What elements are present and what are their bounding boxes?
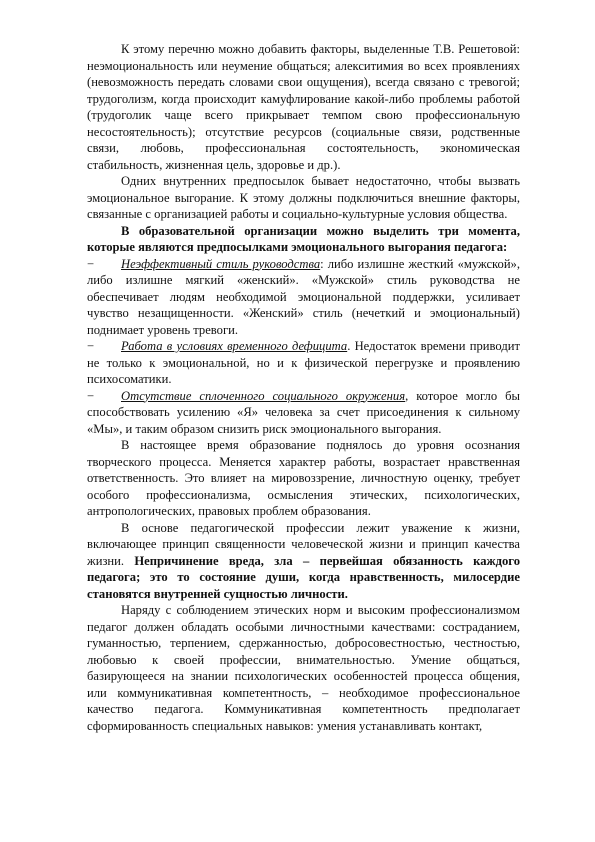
paragraph-respect-for-life	[87, 520, 520, 603]
paragraph-internal-premises: Одних внутренних предпосылок бывает недостаточно, чтобы вызвать эмоциональное выгорание. К этому должны подключиться внешние факторы, связанные с организацией работы и социально-культурные условия общества.	[87, 174, 520, 221]
list-item-title: Неэффективный стиль руководства	[121, 256, 321, 271]
list-dash: −	[87, 339, 95, 353]
list-dash: −	[87, 256, 95, 271]
paragraph-factors: К этому перечню можно добавить факторы, выделенные Т.В. Решетовой: неэмоциональность или неумение общаться; алекситимия во всех проявлениях (невозможность передать словами свои ощущения), всегда связано с тревогой; трудоголизм, когда происходит камуфлирование какой-либо проблемы работой (трудоголик чаще всего прикрывает темпом свою профессиональную несостоятельность); отсутствие ресурсов (социальные связи, родственные связи, любовь, профессиональная состоятельность, экономическая стабильность, жизненная цель, здоровье и др.).	[87, 42, 520, 172]
paragraph-three-moments: В образовательной организации можно выделить три момента, которые являются предпосылками эмоционального выгорания педагога:	[87, 223, 520, 254]
no-harm-text: Непричинение вреда, зла – первейшая обязанность каждого педагога; это то состояние души, когда нравственность, милосердие становятся внутренней сущностью личности.	[87, 553, 520, 601]
paragraph-personal-qualities: Наряду с соблюдением этических норм и высоким профессионализмом педагог должен обладать особыми личностными качествами: состраданием, гуманностью, терпением, сдержанностью, добросовестностью, честностью, любовью к своей профессии, внимательностью. Умение общаться, базирующееся на знании психологических особенностей процесса общения, или коммуникативная компетентность, – необходимое профессиональное качество педагога. Коммуникативная компетентность предполагает сформированность специальных навыков: умения устанавливать контакт,	[87, 603, 520, 733]
document-page	[87, 41, 520, 734]
list-item-title: Отсутствие сплоченного социального окружения	[121, 388, 406, 403]
paragraph-education-level: В настоящее время образование поднялось до уровня осознания творческого процесса. Меняется характер работы, возрастает нравственная ответственность. Это влияет на мировоззрение, личностную оценку, требует особого профессионализма, осмысления этических, психологических, антропологических, правовых проблем образования.	[87, 438, 520, 518]
list-item-social-environment	[87, 388, 520, 438]
list-item-time-deficit	[87, 338, 520, 388]
list-item-text: . Недостаток времени приводит не только к эмоциональной, но и к физической перегрузке и проявлению психосоматики.	[87, 339, 520, 386]
list-dash: −	[87, 388, 95, 403]
list-item-leadership	[87, 256, 520, 339]
respect-text: В основе педагогической профессии лежит уважение к жизни, включающее принцип священности человеческой жизни и принцип качества жизни.	[87, 520, 520, 568]
list-item-text: : либо излишне жесткий «мужской», либо излишне мягкий «женский». «Мужской» стиль руководства не обеспечивает людям необходимой эмоциональной поддержки, усиливает чувство незащищенности. «Женский» стиль (нечеткий и эмоциональный) поднимает уровень тревоги.	[87, 256, 521, 337]
list-item-text: , которое могло бы способствовать усилению «Я» человека за счет присоединения к сильному «Мы», и таким образом снизить риск эмоционального выгорания.	[87, 388, 520, 436]
list-item-title: Работа в условиях временного дефицита	[121, 339, 348, 353]
